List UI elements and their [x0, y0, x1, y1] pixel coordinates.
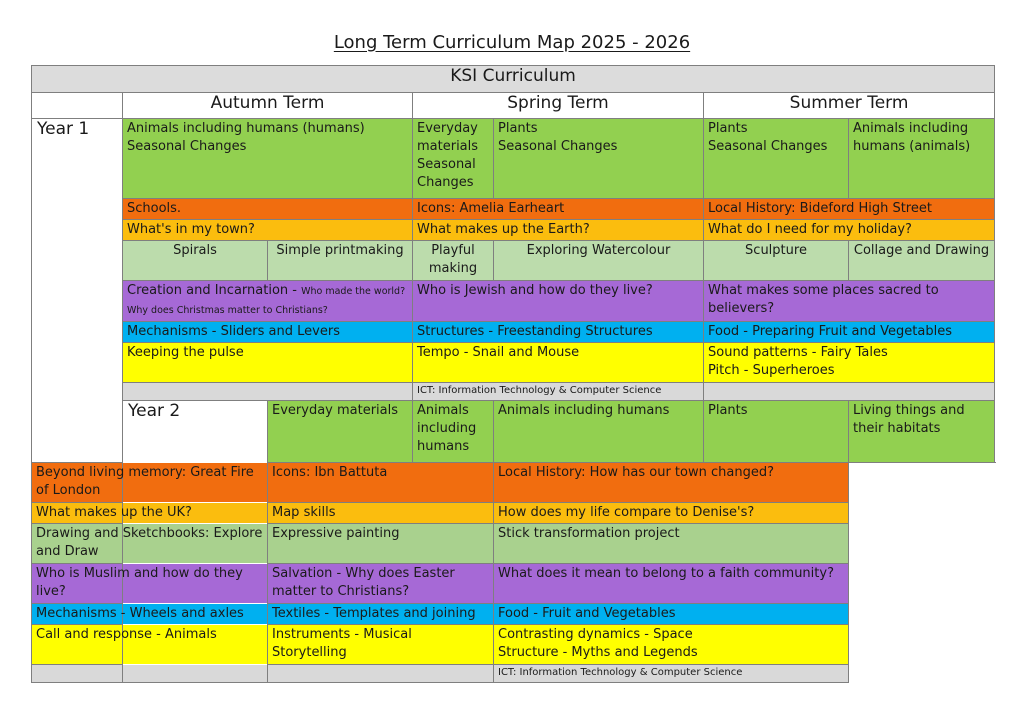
y1-ict-autumn — [123, 383, 413, 401]
y1-re-autumn-title: Creation and Incarnation - — [127, 283, 302, 298]
y1-art-spirals: Spirals — [123, 241, 268, 281]
page-title: Long Term Curriculum Map 2025 - 2026 — [333, 32, 691, 53]
y1-dt-autumn: Mechanisms - Sliders and Levers — [123, 322, 413, 343]
y1-science-summer-a-line1: Plants — [708, 121, 748, 136]
y1-ict-spring: ICT: Information Technology & Computer Science — [413, 383, 704, 401]
y1-music-summer-line2: Pitch - Superheroes — [708, 363, 835, 378]
y1-science-summer-a — [704, 119, 849, 199]
y2-art-spring: Expressive painting — [268, 524, 494, 564]
year2-label: Year 2 — [123, 401, 268, 683]
y1-ict-summer — [704, 383, 995, 401]
y2-music-summer-line2: Structure - Myths and Legends — [498, 645, 698, 660]
y2-geography-summer: How does my life compare to Denise's? — [494, 503, 849, 524]
y2-dt-autumn: Mechanisms - Wheels and axles — [32, 604, 268, 625]
y1-science-autumn-line1: Animals including humans (humans) — [127, 121, 365, 136]
y2-re-autumn: Who is Muslim and how do they live? — [32, 564, 268, 604]
y1-art-printmaking: Simple printmaking — [268, 241, 413, 281]
y2-ict-spring — [268, 665, 494, 683]
blank-header-cell — [32, 93, 123, 119]
autumn-term-header: Autumn Term — [123, 93, 413, 119]
y2-history-autumn: Beyond living memory: Great Fire of London — [32, 463, 268, 503]
y2-ict-autumn — [32, 665, 268, 683]
y1-science-summer-b: Animals including humans (animals) — [849, 119, 995, 199]
y2-dt-spring: Textiles - Templates and joining — [268, 604, 494, 625]
y2-science-spring-b: Plants — [704, 401, 849, 463]
y1-re-autumn-questions: Who made the world? Why does Christmas matter to Christians? — [127, 286, 406, 316]
y2-music-summer — [494, 625, 849, 665]
y1-dt-spring: Structures - Freestanding Structures — [413, 322, 704, 343]
y2-art-summer: Stick transformation project — [494, 524, 849, 564]
y2-history-summer: Local History: How has our town changed? — [494, 463, 849, 503]
y1-science-spring-a-line1: Everyday materials — [417, 121, 479, 154]
y1-re-spring: Who is Jewish and how do they live? — [413, 281, 704, 322]
y2-music-spring: Instruments - Musical Storytelling — [268, 625, 494, 665]
y1-music-autumn: Keeping the pulse — [123, 343, 413, 383]
y1-science-spring-b — [494, 119, 704, 199]
y2-music-summer-line1: Contrasting dynamics - Space — [498, 627, 693, 642]
y2-re-summer: What does it mean to belong to a faith community? — [494, 564, 849, 604]
y1-geography-summer: What do I need for my holiday? — [704, 220, 995, 241]
y1-science-spring-b-line2: Seasonal Changes — [498, 139, 618, 154]
y1-history-spring: Icons: Amelia Earheart — [413, 199, 704, 220]
y1-re-summer: What makes some places sacred to believers? — [704, 281, 995, 322]
y2-science-autumn-a: Everyday materials — [268, 401, 413, 463]
y1-history-autumn: Schools. — [123, 199, 413, 220]
y2-science-autumn-b: Animals including humans — [413, 401, 494, 463]
y1-art-sculpture: Sculpture — [704, 241, 849, 281]
y1-science-summer-a-line2: Seasonal Changes — [708, 139, 828, 154]
y2-re-spring: Salvation - Why does Easter matter to Christians? — [268, 564, 494, 604]
y1-dt-summer: Food - Preparing Fruit and Vegetables — [704, 322, 995, 343]
y2-science-spring-a: Animals including humans — [494, 401, 704, 463]
year1-label: Year 1 — [32, 119, 123, 463]
summer-term-header: Summer Term — [704, 93, 995, 119]
y2-geography-spring: Map skills — [268, 503, 494, 524]
spring-term-header: Spring Term — [413, 93, 704, 119]
y1-science-autumn-line2: Seasonal Changes — [127, 139, 247, 154]
y1-music-spring: Tempo - Snail and Mouse — [413, 343, 704, 383]
y2-ict-summer: ICT: Information Technology & Computer Science — [494, 665, 849, 683]
y1-re-autumn — [123, 281, 413, 322]
y1-science-spring-a-line2: Seasonal Changes — [417, 157, 476, 190]
y2-history-spring: Icons: Ibn Battuta — [268, 463, 494, 503]
y1-science-autumn — [123, 119, 413, 199]
y1-music-summer-line1: Sound patterns - Fairy Tales — [708, 345, 888, 360]
y1-geography-spring: What makes up the Earth? — [413, 220, 704, 241]
y1-art-collage: Collage and Drawing — [849, 241, 995, 281]
y1-science-spring-b-line1: Plants — [498, 121, 538, 136]
curriculum-table — [31, 65, 995, 683]
y1-science-spring-a — [413, 119, 494, 199]
y1-art-playful-making: Playful making — [413, 241, 494, 281]
y1-music-summer — [704, 343, 995, 383]
y2-geography-autumn: What makes up the UK? — [32, 503, 268, 524]
ks1-header: KSI Curriculum — [32, 66, 995, 93]
y1-geography-autumn: What's in my town? — [123, 220, 413, 241]
y2-music-autumn: Call and response - Animals — [32, 625, 268, 665]
y2-science-summer: Living things and their habitats — [849, 401, 995, 463]
y1-art-watercolour: Exploring Watercolour — [494, 241, 704, 281]
y2-dt-summer: Food - Fruit and Vegetables — [494, 604, 849, 625]
y1-history-summer: Local History: Bideford High Street — [704, 199, 995, 220]
y2-art-autumn: Drawing and Sketchbooks: Explore and Draw — [32, 524, 268, 564]
